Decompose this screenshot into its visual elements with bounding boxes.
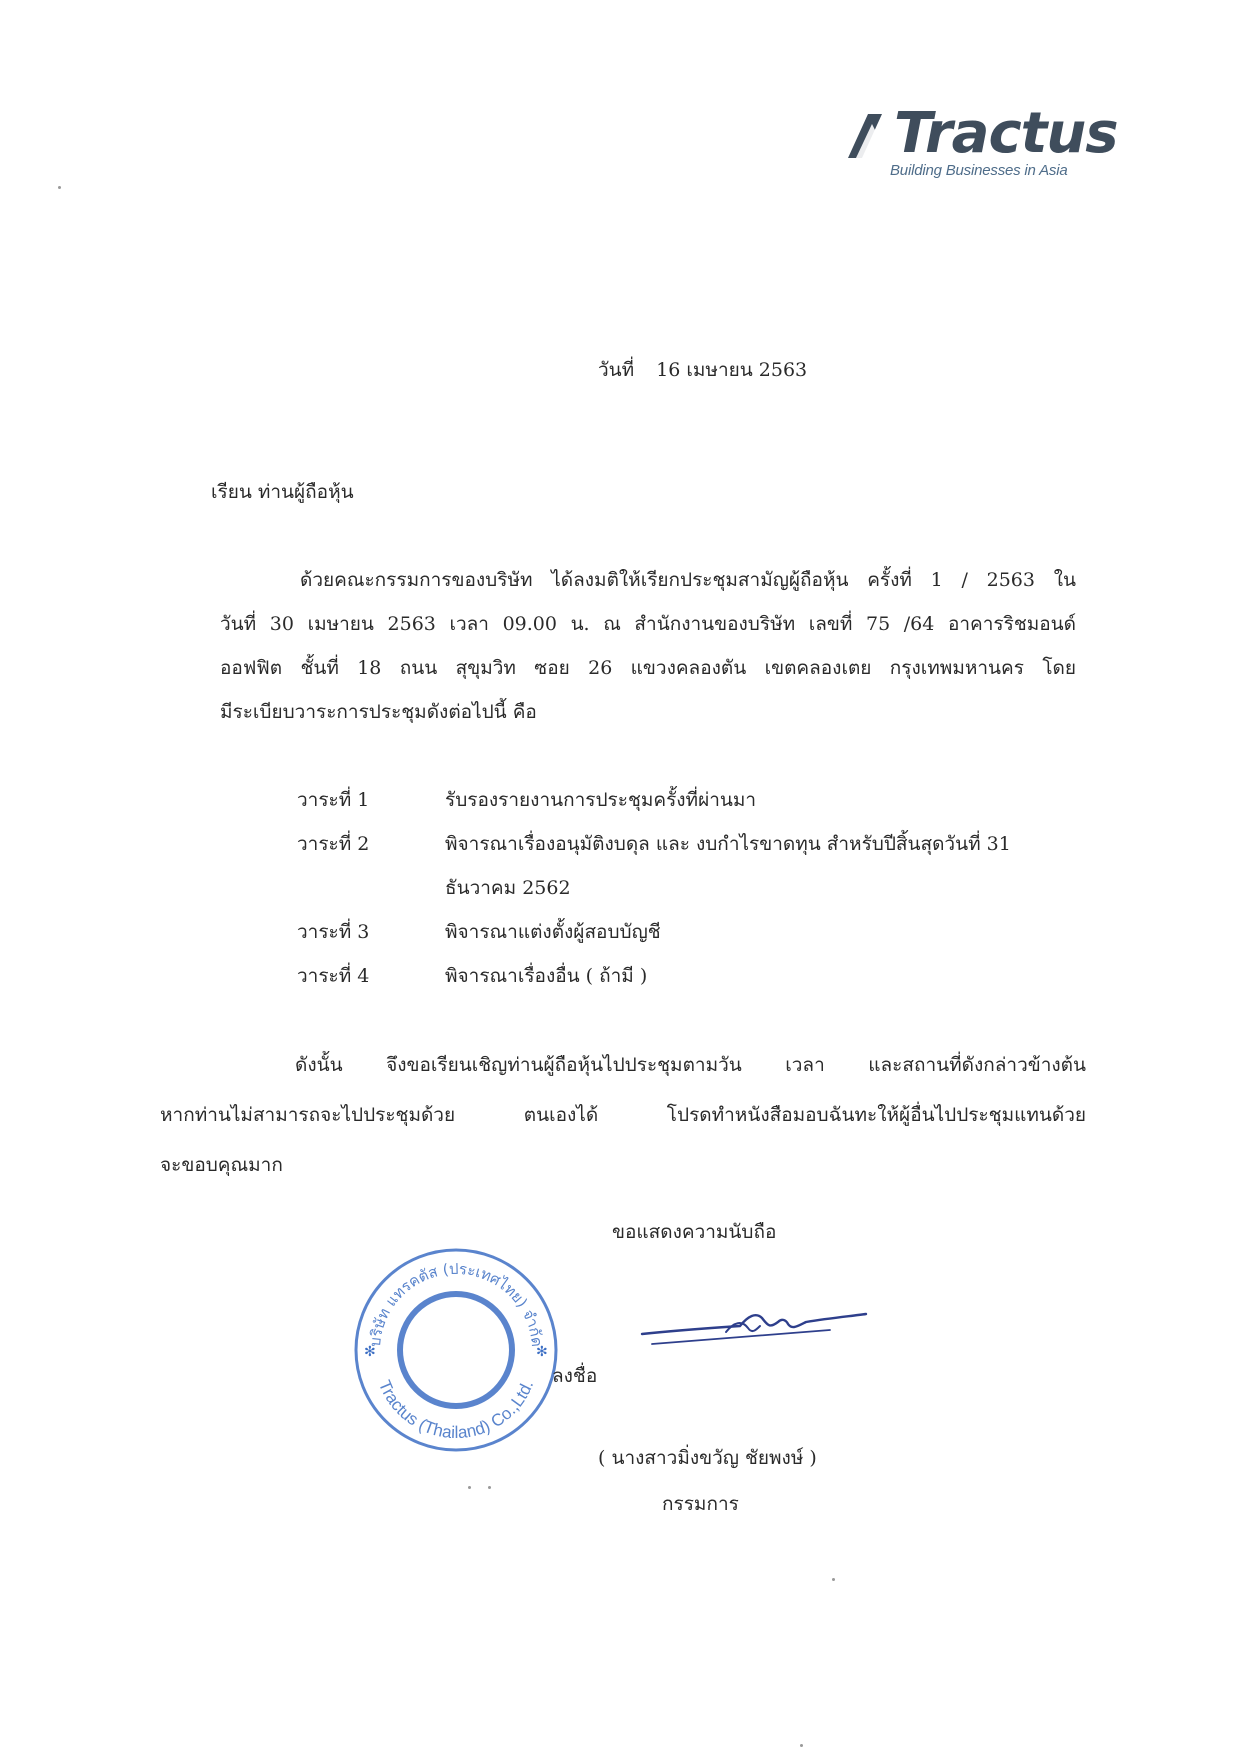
body-paragraph — [220, 558, 1076, 734]
date-value: 16 เมษายน 2563 — [656, 359, 808, 381]
date-label: วันที่ — [598, 359, 635, 381]
agenda-text: พิจารณาแต่งตั้งผู้สอบบัญชี — [445, 921, 661, 943]
agenda-item — [297, 910, 1097, 954]
agenda-number: วาระที่ 4 — [297, 965, 370, 987]
company-seal-stamp — [350, 1244, 562, 1456]
body-line: วันที่ 30 เมษายน 2563 เวลา 09.00 น. ณ สำนักงานของบริษัท เลขที่ 75 /64 อาคารริชมอนด์ — [220, 613, 1076, 635]
agenda-item — [297, 778, 1097, 822]
regards-text: ขอแสดงความนับถือ — [612, 1221, 777, 1243]
scan-speck — [468, 1486, 471, 1489]
agenda-number: วาระที่ 1 — [297, 789, 370, 811]
sign-label: ลงชื่อ — [552, 1365, 598, 1387]
logo-tagline: Building Businesses in Asia — [890, 162, 1068, 179]
salutation: เรียน ท่านผู้ถือหุ้น — [211, 481, 354, 503]
company-logo — [842, 101, 1122, 184]
body-line: มีระเบียบวาระการประชุมดังต่อไปนี้ คือ — [220, 701, 537, 723]
signer-name: ( นางสาวมิ่งขวัญ ชัยพงษ์ ) — [598, 1447, 817, 1469]
seal-star-icon: ✻ — [536, 1344, 548, 1360]
agenda-text: รับรองรายงานการประชุมครั้งที่ผ่านมา — [445, 789, 757, 811]
body-line: ออฟฟิต ชั้นที่ 18 ถนน สุขุมวิท ซอย 26 แขวงคลองตัน เขตคลองเตย กรุงเทพมหานคร โดย — [220, 657, 1076, 679]
seal-star-icon: ✻ — [364, 1344, 376, 1360]
agenda-list — [297, 778, 1097, 998]
agenda-item — [297, 954, 1097, 998]
closing-line: ดังนั้น จึงขอเรียนเชิญท่านผู้ถือหุ้นไปประชุมตามวัน เวลา และสถานที่ดังกล่าวข้างต้น — [295, 1054, 1086, 1076]
logo-brand: Tractus — [894, 101, 1118, 166]
body-line: ด้วยคณะกรรมการของบริษัท ได้ลงมติให้เรียกประชุมสามัญผู้ถือหุ้น ครั้งที่ 1 / 2563 ใน — [300, 569, 1076, 591]
signer-position: กรรมการ — [662, 1493, 739, 1515]
scan-speck — [58, 186, 61, 189]
closing-line: หากท่านไม่สามารถจะไปประชุมด้วย ตนเองได้ โปรดทำหนังสือมอบฉันทะให้ผู้อื่นไปประชุมแทนด้วย — [160, 1104, 1086, 1126]
closing-paragraph — [160, 1040, 1086, 1190]
scan-speck — [488, 1486, 491, 1489]
closing-line: จะขอบคุณมาก — [160, 1154, 283, 1176]
letter-date — [598, 356, 807, 384]
agenda-number: วาระที่ 3 — [297, 921, 370, 943]
agenda-item — [297, 822, 1097, 910]
scan-speck — [832, 1578, 835, 1581]
agenda-text: พิจารณาเรื่องอนุมัติงบดุล และ งบกำไรขาดทุน สำหรับปีสิ้นสุดวันที่ 31 ธันวาคม 2562 — [445, 833, 1011, 899]
seal-top-text: บริษัท แทรคตัส (ประเทศไทย) จำกัด — [365, 1259, 547, 1348]
handwritten-signature — [630, 1300, 870, 1360]
tractus-mark-icon — [842, 110, 892, 160]
scan-speck — [800, 1744, 803, 1747]
agenda-text: พิจารณาเรื่องอื่น ( ถ้ามี ) — [445, 965, 648, 987]
agenda-number: วาระที่ 2 — [297, 833, 370, 855]
seal-bottom-text: Tractus (Thailand) Co.,Ltd. — [374, 1377, 538, 1443]
